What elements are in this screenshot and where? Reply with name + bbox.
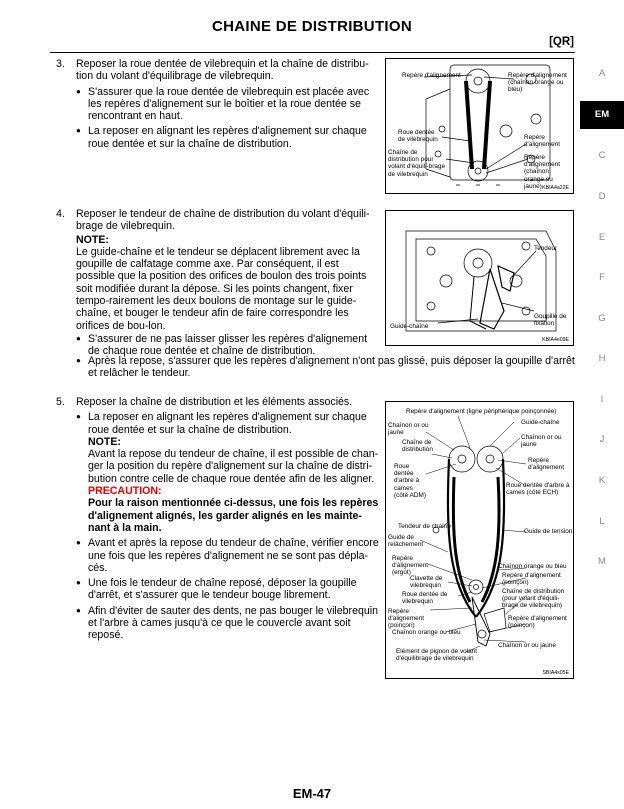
- fig3-label-k: Guide de relâchement: [388, 534, 424, 549]
- fig2-label-tensioner: Tendeur: [534, 245, 558, 252]
- step-5-bullet-1: ● La reposer en alignant les repères d'alignement sur chaque roue dentée et sur la chaîne de distribution.: [76, 411, 380, 436]
- fig3-code: SBIA4s05E: [542, 670, 569, 676]
- fig1-label-alignment-mark-2: Repère d'alignement: [524, 134, 561, 149]
- side-tab-a[interactable]: A: [598, 68, 606, 79]
- fig3-label-h: Roue dentée d'arbre à cames (côté ECH): [506, 482, 570, 497]
- fig3-label-p: Roue dentée de vilebrequin: [402, 591, 448, 606]
- fig3-label-j: Guide de tension: [524, 528, 573, 535]
- step-4-bullet-2-block: [76, 355, 581, 380]
- side-tab-g[interactable]: G: [598, 313, 606, 324]
- side-tab-c[interactable]: C: [598, 150, 606, 161]
- step-5-text: Reposer la chaîne de distribution et les éléments associés.: [76, 396, 353, 408]
- step-4-note-text: Le guide-chaîne et le tendeur se déplacent librement avec la goupille de calfatage comme axe. Par conséquent, il est possible que la position des orifices de boulon des trois points soit modifiée durant la dépose. Si les points changent, fixer tempo-rairement les deux boulons de montage sur le guide-chaîne, et bouger le tendeur afin de faire correspondre les orifices de bou-lon.: [76, 245, 367, 332]
- step-3: [56, 58, 380, 150]
- side-tab-d[interactable]: D: [598, 191, 606, 202]
- step-number: 5.: [56, 396, 65, 408]
- fig3-label-r: Repère d'alignement (poinçon): [388, 608, 425, 630]
- side-tab-i[interactable]: I: [600, 394, 604, 405]
- fig3-label-s: Repère d'alignement (poinçon): [508, 615, 567, 630]
- step-4: [56, 208, 380, 358]
- fig2-label-chain-guide: Guide-chaîne: [390, 323, 429, 330]
- figure-chain-tensioner: [385, 210, 574, 346]
- figure-timing-chain-assembly: [385, 401, 574, 679]
- step-4-bullet-2: ● Après la repose, s'assurer que les repères d'alignement n'ont pas glissé, puis déposer la goupille d'arrêt et relâcher le tendeur.: [76, 355, 581, 380]
- step-5-precaution-text: Pour la raison mentionnée ci-dessus, une fois les repères d'alignement alignés, les garder alignés en les mainte-nant à la main.: [88, 497, 379, 534]
- step-5: [56, 396, 380, 642]
- step-3-bullet-2: ● La reposer en alignant les repères d'alignement sur chaque roue dentée et sur la chaîne de distribution.: [76, 125, 380, 150]
- step-4-text: Reposer le tendeur de chaîne de distribution du volant d'équili-brage de vilebrequin.: [76, 208, 370, 233]
- fig3-label-n: Clavette de vilebrequin: [410, 575, 443, 590]
- side-tab-f[interactable]: F: [599, 272, 605, 283]
- fig3-label-d: Chaîne de distribution: [402, 439, 433, 454]
- side-tab-h[interactable]: H: [598, 353, 606, 364]
- side-tab-l[interactable]: L: [599, 516, 605, 527]
- fig3-label-u: Chaînon or ou jaune: [498, 642, 556, 649]
- side-tab-e[interactable]: E: [598, 232, 606, 243]
- step-3-bullet-1: ● S'assurer que la roue dentée de vilebrequin est placée avec les repères d'alignement sur le boîtier et la roue dentée se rencontrant en haut.: [76, 86, 380, 123]
- step-5-bullet-3: ● Une fois le tendeur de chaîne reposé, déposer la goupille d'arrêt, et s'assurer que le tendeur bouge librement.: [76, 577, 380, 602]
- step-4-bullet-1: ● S'assurer de ne pas laisser glisser les repères d'alignement de chaque roue dentée et chaîne de distribution.: [76, 333, 380, 358]
- side-tab-em[interactable]: EM: [580, 101, 624, 129]
- header-rule: [50, 52, 575, 53]
- step-3-text-line1: Reposer la roue dentée de vilebrequin et la chaîne de distribu-: [76, 58, 369, 70]
- fig1-code: KBIA4a22E: [542, 185, 569, 191]
- step-number: 3.: [56, 58, 65, 70]
- fig3-label-t: Chaînon orange ou bleu: [392, 629, 461, 636]
- fig3-label-e: Chaînon or ou jaune: [521, 434, 562, 449]
- fig1-label-alignment-mark: Repère d'alignement: [402, 72, 461, 79]
- fig3-label-a: Repère d'alignement (ligne périphérique poinçonnée): [406, 408, 557, 415]
- fig1-label-balancer-chain: Chaîne de distribution pour volant d'équili-brage de vilebrequin: [388, 149, 445, 178]
- page-number: EM-47: [292, 786, 332, 801]
- step-3-text-line2: tion du volant d'équilibrage de vilebrequin.: [76, 70, 274, 83]
- step-5-bullet-2: ● Avant et après la repose du tendeur de chaîne, vérifier encore une fois que les repères d'alignement ne se sont pas dépla-cés.: [76, 537, 380, 574]
- figure-crankshaft-balancer-chain: [385, 58, 574, 194]
- fig3-label-o: Repère d'alignement (poinçon): [502, 572, 561, 587]
- fig3-label-c: Chaînon or ou jaune: [388, 422, 429, 437]
- step-5-precaution-label: PRECAUTION:: [88, 485, 162, 498]
- fig3-label-b: Guide-chaîne: [521, 419, 560, 426]
- section-code: [QR]: [549, 36, 574, 48]
- step-5-note-text: Avant la repose du tendeur de chaîne, il est possible de chan-ger la position du repère d'alignement sur la chaîne de distri-bution contre celle de chaque roue dentée afin de les aligner.: [88, 448, 379, 485]
- fig3-label-l: Repère d'alignement (ergot): [392, 555, 429, 577]
- fig3-label-g: Repère d'alignement: [528, 457, 565, 472]
- step-number: 4.: [56, 208, 65, 220]
- side-tab-m[interactable]: M: [598, 556, 606, 567]
- fig3-label-f: Roue dentée d'arbre à cames (côté ADM): [394, 463, 426, 499]
- fig3-label-q: Chaîne de distribution (pour volant d'équili-brage de vilebrequin): [502, 588, 565, 610]
- fig1-label-alignment-mark-orange-blue: Repère d'alignement (chaînon orange ou bleu): [508, 72, 567, 94]
- fig3-label-v: Elément de pignon de volant d'équilibrage de vilebrequin: [396, 648, 478, 663]
- step-4-note-label: NOTE:: [76, 233, 109, 246]
- fig2-code: KBIA4e09E: [542, 337, 569, 343]
- fig1-label-crank-sprocket: Roue dentée de vilebrequin: [398, 129, 438, 144]
- page-title: CHAINE DE DISTRIBUTION: [212, 18, 412, 35]
- step-5-note-label: NOTE:: [88, 435, 121, 448]
- fig1-label-alignment-mark-orange-yellow: Repère d'alignement (chaînon orange ou jaune): [524, 154, 561, 190]
- step-5-bullet-4: ● Afin d'éviter de sauter des dents, ne pas bouger le vilebrequin et l'arbre à cames jusqu'à ce que le couvercle avant soit reposé.: [76, 605, 380, 642]
- fig3-label-m: Chaînon orange ou bleu: [498, 563, 567, 570]
- side-tab-j[interactable]: J: [599, 434, 605, 445]
- fig2-label-stopper-pin: Goupille de fixation: [534, 313, 567, 328]
- fig3-label-i: Tendeur de chaîne: [398, 523, 451, 530]
- side-tab-k[interactable]: K: [598, 475, 606, 486]
